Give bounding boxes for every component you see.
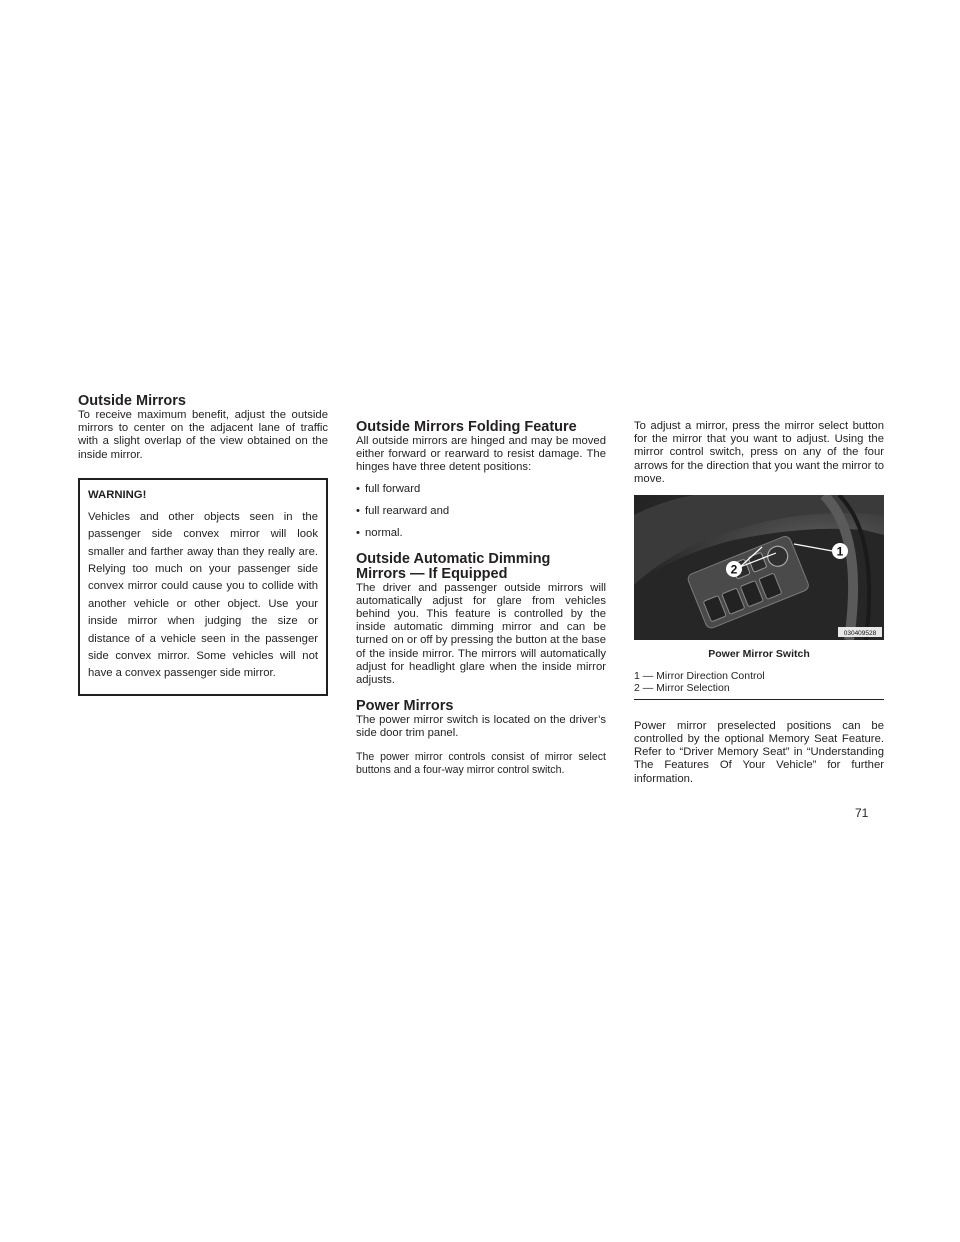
figure-legend	[634, 670, 884, 700]
folding-text: All outside mirrors are hinged and may be moved either forward or rearward to resist damage. The hinges have three detent positions:	[356, 435, 606, 474]
legend-item-1: 1 — Mirror Direction Control	[634, 670, 765, 683]
bullet-icon: •	[356, 504, 360, 517]
page-number: 71	[855, 806, 869, 820]
list-item: • full forward	[356, 482, 421, 495]
list-item: • full rearward and	[356, 504, 450, 517]
power-mirrors-text-1: The power mirror switch is located on the driver’s side door trim panel.	[356, 714, 606, 740]
warning-title: WARNING!	[88, 488, 147, 501]
callout-2: 2	[730, 562, 738, 577]
warning-box	[78, 478, 328, 696]
power-mirror-switch-photo	[634, 495, 884, 640]
column-right	[634, 394, 884, 786]
column-middle	[356, 394, 606, 777]
figure-code: 030409528	[843, 630, 877, 638]
figure-title: Power Mirror Switch	[708, 648, 810, 661]
legend-item-2: 2 — Mirror Selection	[634, 682, 730, 695]
heading-outside-mirrors: Outside Mirrors	[78, 393, 186, 409]
column-left	[78, 394, 328, 696]
auto-dimming-text: The driver and passenger outside mirrors will automatically adjust for glare from vehicles behind you. This feature is controlled by the inside automatic dimming mirror and can be turned on or off by pressing the button at the base of the inside mirror. The mirrors will automatically adjust for headlight glare when the inside mirror adjusts.	[356, 581, 606, 687]
heading-auto-dimming: Outside Automatic Dimming Mirrors — If Equipped	[356, 550, 551, 582]
callout-1: 1	[836, 544, 844, 559]
bullet-icon: •	[356, 526, 360, 539]
warning-text: Vehicles and other objects seen in the passenger side convex mirror will look smaller and farther away than they really are. Relying too much on your passenger side convex mirror could cause you to collide with another vehicle or other object. Use your inside mirror when judging the size or distance of a vehicle seen in the passenger side convex mirror. Some vehicles will not have a convex passenger side mirror.	[88, 510, 318, 680]
heading-folding-feature: Outside Mirrors Folding Feature	[356, 419, 577, 435]
detent-list	[356, 483, 606, 540]
door-panel-illustration	[634, 495, 884, 640]
memory-seat-text: Power mirror preselected positions can be controlled by the optional Memory Seat Feature. Refer to “Driver Memory Seat” in “Understanding The Features Of Your Vehicle” for further information.	[634, 719, 884, 785]
heading-power-mirrors: Power Mirrors	[356, 698, 454, 715]
adjust-mirror-text: To adjust a mirror, press the mirror select button for the mirror that you want to adjust. Using the mirror control switch, press on any of the four arrows for the direction that you want the mirror to move.	[634, 420, 884, 485]
outside-mirrors-text: To receive maximum benefit, adjust the outside mirrors to center on the adjacent lane of traffic with a slight overlap of the view obtained on the inside mirror.	[78, 409, 328, 461]
bullet-icon: •	[356, 482, 360, 495]
list-item: • normal.	[356, 526, 403, 539]
power-mirrors-text-2: The power mirror controls consist of mirror select buttons and a four-way mirror control switch.	[356, 750, 606, 776]
